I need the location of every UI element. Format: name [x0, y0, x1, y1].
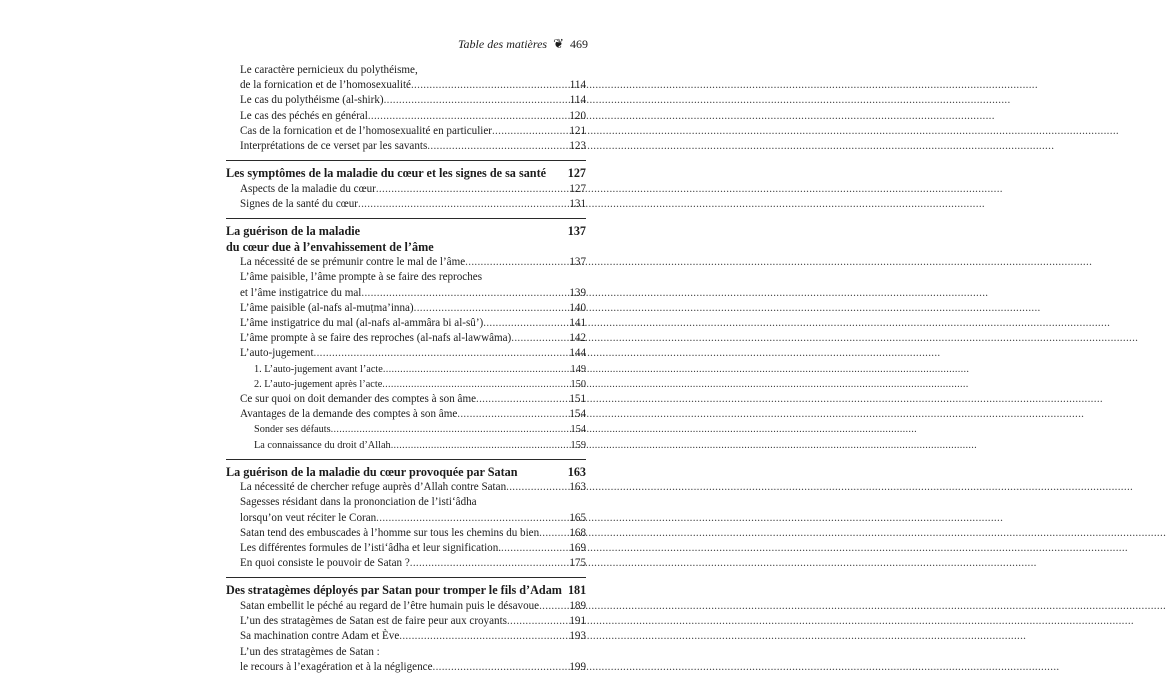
toc-entry-page: 191	[569, 615, 586, 628]
dot-leader	[511, 331, 568, 346]
section-page-number: 181	[567, 583, 587, 598]
toc-entry-page: 169	[569, 542, 586, 555]
section-page-number: 127	[567, 166, 586, 181]
toc-entry-line: L’un des stratagèmes de Satan :	[240, 645, 380, 658]
toc-entry-page: 199	[569, 660, 586, 673]
section-heading[interactable]	[226, 224, 586, 255]
toc-section	[226, 577, 586, 675]
dot-leader	[368, 109, 569, 124]
toc-entry-title: Satan embellit le péché au regard de l’être humain puis le désavoue	[240, 599, 540, 612]
dot-leader	[476, 392, 568, 407]
toc-entry-page: 144	[569, 347, 586, 360]
toc-entry-title: L’âme prompte à se faire des reproches (al-nafs al-lawwâma)	[240, 332, 512, 345]
dot-leader	[507, 614, 568, 629]
section-heading[interactable]	[226, 465, 586, 481]
toc-entry-row	[226, 255, 586, 270]
toc-entry-row	[226, 301, 586, 316]
toc-entry-title: 1. L’auto-jugement avant l’acte	[254, 363, 383, 375]
dot-leader	[399, 629, 568, 644]
toc-entry-row	[226, 629, 586, 644]
toc-section	[226, 160, 586, 212]
toc-entry[interactable]	[226, 316, 586, 331]
toc-entry[interactable]	[226, 629, 586, 644]
toc-entry-row	[226, 660, 586, 675]
toc-entry-row	[226, 331, 586, 346]
toc-entry[interactable]	[226, 407, 586, 422]
toc-entry-row	[226, 556, 586, 571]
toc-entry-page: 189	[569, 599, 586, 612]
toc-entry-line: Le caractère pernicieux du polythéisme,	[240, 64, 418, 76]
dot-leader	[539, 599, 568, 614]
dot-leader	[501, 541, 568, 556]
toc-entry[interactable]	[226, 541, 586, 556]
toc-entry-title: Sonder ses défauts	[254, 424, 331, 436]
toc-entry-row	[226, 109, 586, 124]
toc-entry-page: 139	[569, 286, 586, 299]
toc-entry[interactable]	[226, 480, 586, 495]
toc-entry-page: 131	[569, 197, 586, 210]
toc-entry-title: Interprétations de ce verset par les savants	[240, 140, 428, 153]
toc-entry-row	[226, 438, 586, 453]
section-heading[interactable]	[226, 583, 586, 599]
toc-entry-title: L’âme instigatrice du mal (al-nafs al-ammâra bi al-sû’)	[240, 316, 484, 329]
toc-entry-page: 120	[569, 109, 586, 122]
toc-entry[interactable]	[226, 93, 586, 108]
toc-entry-title: Avantages de la demande des comptes à son âme	[240, 408, 458, 421]
toc-entry-row	[226, 377, 586, 392]
toc-entry-page: 141	[569, 316, 586, 329]
toc-entry-line: Sagesses résidant dans la prononciation de l’isti‘âdha	[240, 496, 477, 509]
toc-entry-page: 121	[569, 124, 586, 137]
toc-entry[interactable]	[226, 346, 586, 361]
toc-entry[interactable]	[226, 377, 586, 392]
toc-entry-row	[226, 316, 586, 331]
toc-entry-row	[226, 526, 586, 541]
toc-entry[interactable]	[226, 495, 586, 525]
toc-entry-title: le recours à l’exagération et à la négligence	[240, 660, 433, 673]
toc-entry-title: En quoi consiste le pouvoir de Satan ?	[240, 557, 410, 570]
toc-entry-title: Les différentes formules de l’isti‘âdha et leur signification.	[240, 542, 502, 555]
dot-leader	[492, 124, 568, 139]
toc-entry-row	[226, 480, 586, 495]
section-title-line: Des stratagèmes déployés par Satan pour tromper le fils d’Adam	[226, 583, 562, 598]
dot-leader	[427, 139, 568, 154]
toc-entry[interactable]	[226, 392, 586, 407]
toc-entry-title: L’auto-jugement	[240, 347, 314, 360]
toc-entry[interactable]	[226, 182, 586, 197]
toc-entry[interactable]	[226, 255, 586, 270]
toc-entry-row	[226, 197, 586, 212]
toc-entry-title: L’un des stratagèmes de Satan est de faire peur aux croyants	[240, 615, 507, 628]
fleuron-ornament-icon: ❦	[553, 36, 564, 51]
toc-entry-page: 175	[569, 557, 586, 570]
toc-section	[226, 459, 586, 572]
toc-entry-page: 114	[569, 94, 586, 107]
toc-entry[interactable]	[226, 63, 586, 93]
dot-leader	[410, 556, 569, 571]
toc-entry-page: 140	[569, 301, 586, 314]
dot-leader	[383, 362, 570, 377]
section-title-lines	[226, 465, 518, 481]
toc-entry-line: L’âme paisible, l’âme prompte à se faire des reproches	[240, 271, 483, 284]
toc-section	[226, 218, 586, 453]
toc-entry[interactable]	[226, 197, 586, 212]
toc-entry-page: 163	[569, 481, 586, 494]
toc-entry[interactable]	[226, 599, 586, 614]
toc-entry-page: 123	[569, 140, 586, 153]
toc-entry-page: 154	[569, 408, 586, 421]
toc-entry-title: Le cas du polythéisme (al-shirk)	[240, 94, 384, 107]
dot-leader	[539, 526, 568, 541]
section-page-number: 137	[567, 224, 586, 239]
toc-entry-row	[226, 614, 586, 629]
toc-entry[interactable]	[226, 124, 586, 139]
toc-entry-row	[226, 78, 586, 93]
toc-entry[interactable]	[226, 301, 586, 316]
section-title-line: du cœur due à l’envahissement de l’âme	[226, 239, 434, 254]
toc-entry-page: 127	[569, 182, 586, 195]
dot-leader	[411, 78, 569, 93]
toc-entry-title: Aspects de la maladie du cœur	[240, 182, 376, 195]
dot-leader	[483, 316, 568, 331]
toc-entry[interactable]	[226, 526, 586, 541]
section-heading[interactable]	[226, 166, 586, 182]
toc-entry-title: Ce sur quoi on doit demander des comptes à son âme	[240, 392, 476, 405]
dot-leader	[457, 407, 568, 422]
toc-entry-row	[226, 124, 586, 139]
toc-entry-title: Signes de la santé du cœur	[240, 197, 358, 210]
section-title-lines	[226, 583, 562, 599]
toc-entry-page: 159	[570, 439, 586, 451]
toc-entry[interactable]	[226, 556, 586, 571]
toc-entry-title: Cas de la fornication et de l’homosexualité en particulier	[240, 124, 492, 137]
table-of-contents	[226, 63, 586, 675]
dot-leader	[391, 438, 570, 453]
toc-entry-row	[226, 407, 586, 422]
dot-leader	[376, 511, 568, 526]
toc-entry-title: Le cas des péchés en général	[240, 109, 368, 122]
toc-entry-row	[226, 392, 586, 407]
running-head	[440, 36, 588, 52]
toc-entry-title: La nécessité de chercher refuge auprès d’Allah contre Satan	[240, 481, 507, 494]
toc-entry-title: L’âme paisible (al-nafs al-muṭma’inna)	[240, 301, 414, 314]
toc-entry-title: La connaissance du droit d’Allah	[254, 439, 391, 451]
toc-entry-page: 168	[569, 526, 586, 539]
dot-leader	[361, 286, 568, 301]
section-title-line: La guérison de la maladie	[226, 224, 361, 239]
toc-entry-title: Sa machination contre Adam et Ève	[240, 630, 400, 643]
toc-entry[interactable]	[226, 362, 586, 377]
toc-entry-page: 165	[569, 511, 586, 524]
dot-leader	[331, 422, 570, 437]
toc-entry-title: et l’âme instigatrice du mal	[240, 286, 362, 299]
toc-entry-row	[226, 541, 586, 556]
toc-entry-title: lorsqu’on veut réciter le Coran	[240, 511, 377, 524]
toc-entry[interactable]	[226, 109, 586, 124]
toc-entry-page: 150	[570, 378, 586, 390]
dot-leader	[506, 480, 568, 495]
toc-entry-row	[226, 422, 586, 437]
toc-entry-page: 151	[569, 392, 586, 405]
section-title-line: Les symptômes de la maladie du cœur et les signes de sa santé	[226, 166, 547, 181]
section-title-lines	[226, 166, 546, 182]
toc-entry[interactable]	[226, 614, 586, 629]
toc-entry[interactable]	[226, 270, 586, 300]
toc-entry-title: de la fornication et de l’homosexualité	[240, 79, 411, 92]
dot-leader	[382, 377, 569, 392]
toc-entry-row	[226, 599, 586, 614]
dot-leader	[376, 182, 569, 197]
toc-entry[interactable]	[226, 645, 586, 675]
toc-entry-title: Satan tend des embuscades à l’homme sur tous les chemins du bien	[240, 526, 540, 539]
toc-entry-page: 114	[569, 79, 586, 92]
toc-entry-row	[226, 93, 586, 108]
toc-entry[interactable]	[226, 139, 586, 154]
dot-leader	[465, 255, 568, 270]
toc-entry-row	[226, 511, 586, 526]
dot-leader	[414, 301, 569, 316]
toc-entry-page: 154	[570, 424, 586, 436]
toc-entry-page: 137	[569, 256, 586, 269]
dot-leader	[384, 93, 569, 108]
dot-leader	[314, 346, 569, 361]
toc-entry[interactable]	[226, 422, 586, 437]
dot-leader	[358, 197, 568, 212]
toc-entry-page: 149	[570, 363, 586, 375]
toc-entry-row	[226, 182, 586, 197]
section-title-lines	[226, 224, 434, 255]
toc-entry-title: 2. L’auto-jugement après l’acte	[254, 378, 383, 390]
toc-entry-title: La nécessité de se prémunir contre le mal de l’âme	[240, 256, 466, 269]
toc-entry[interactable]	[226, 331, 586, 346]
dot-leader	[433, 660, 569, 675]
running-head-title: Table des matières	[457, 37, 548, 51]
toc-entry-row	[226, 286, 586, 301]
toc-entry-page: 142	[569, 332, 586, 345]
page-number: 469	[570, 37, 588, 51]
toc-entry-row	[226, 139, 586, 154]
toc-entry-row	[226, 362, 586, 377]
section-page-number: 163	[567, 464, 586, 479]
toc-entry[interactable]	[226, 438, 586, 453]
toc-entry-page: 193	[569, 630, 586, 643]
toc-entry-row	[226, 346, 586, 361]
section-title-line: La guérison de la maladie du cœur provoquée par Satan	[226, 464, 518, 479]
